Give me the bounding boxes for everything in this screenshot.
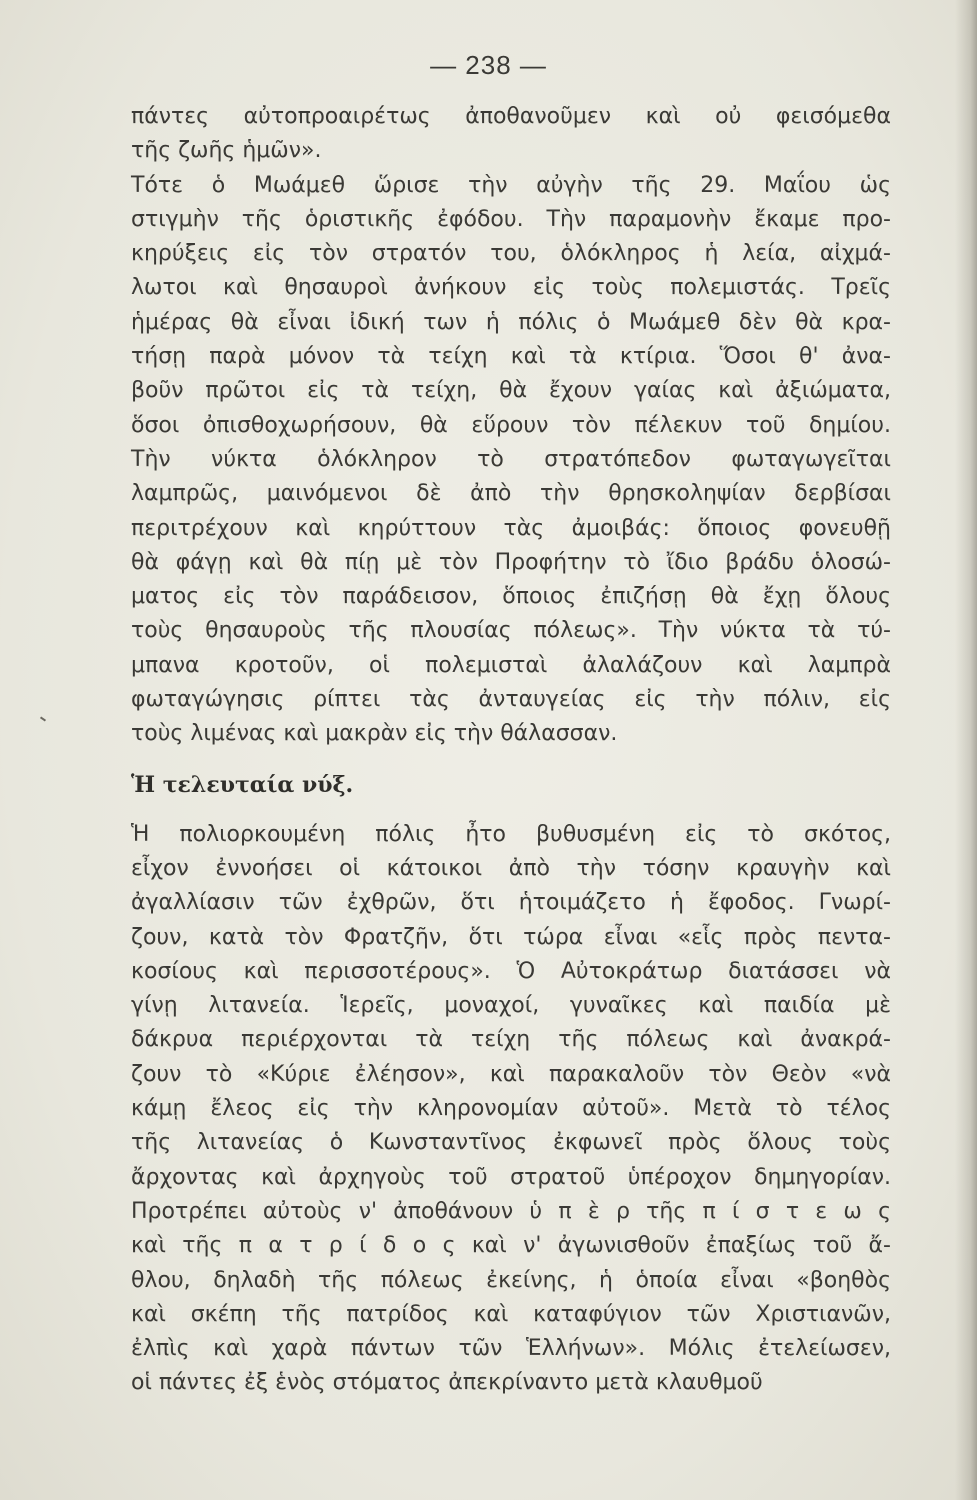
text-line: λαμπρῶς, μαινόμενοι δὲ ἀπὸ τὴν θρησκοληψίαν δερβίσαι <box>131 481 891 507</box>
text-line: κοσίους καὶ περισσοτέρους». Ὁ Αὐτοκράτωρ διατάσσει νὰ <box>131 958 891 984</box>
text-line: καὶ τῆς π α τ ρ ί δ ο ς καὶ ν' ἀγωνισθοῦν ἐπαξίως τοῦ ἄ- <box>131 1233 891 1259</box>
page-number: — 238 — <box>430 50 547 80</box>
body-text <box>131 100 891 1401</box>
text-line: κηρύξεις εἰς τὸν στρατόν του, ὁλόκληρος ἡ λεία, αἰχμά- <box>131 241 891 267</box>
text-line: φωταγώγησις ρίπτει τὰς ἀνταυγείας εἰς τὴν πόλιν, εἰς <box>131 687 891 713</box>
text-line: τήσῃ παρὰ μόνον τὰ τείχη καὶ τὰ κτίρια. Ὅσοι θ' ἀνα- <box>131 344 891 370</box>
text-line: ζουν τὸ «Κύριε ἐλέησον», καὶ παρακαλοῦν τὸν Θεὸν «νὰ <box>131 1061 891 1087</box>
text-line: τοὺς θησαυροὺς τῆς πλουσίας πόλεως». Τὴν νύκτα τὰ τύ- <box>131 618 891 644</box>
margin-mark <box>40 716 46 721</box>
text-line: λωτοι καὶ θησαυροὶ ἀνήκουν εἰς τοὺς πολεμιστάς. Τρεῖς <box>131 275 891 301</box>
text-line: θὰ φάγῃ καὶ θὰ πίῃ μὲ τὸν Προφήτην τὸ ἴδιο βράδυ ὁλοσώ- <box>131 549 891 575</box>
text-line: γίνῃ λιτανεία. Ἱερεῖς, μοναχοί, γυναῖκες καὶ παιδία μὲ <box>131 993 891 1019</box>
section-two <box>131 818 891 1401</box>
section-heading: Ἡ τελευταία νύξ. <box>131 771 354 798</box>
text-line: ζουν, κατὰ τὸν Φρατζῆν, ὅτι τώρα εἶναι «εἷς πρὸς πεντα- <box>131 924 891 950</box>
text-line: μπανα κροτοῦν, οἱ πολεμισταὶ ἀλαλάζουν καὶ λαμπρὰ <box>131 652 891 678</box>
text-line: καὶ σκέπη τῆς πατρίδος καὶ καταφύγιον τῶν Χριστιανῶν, <box>131 1301 891 1327</box>
text-line: βοῦν πρῶτοι εἰς τὰ τείχη, θὰ ἔχουν γαίας καὶ ἀξιώματα, <box>131 378 891 404</box>
text-line: θλου, δηλαδὴ τῆς πόλεως ἐκείνης, ἡ ὁποία εἶναι «βοηθὸς <box>131 1267 891 1293</box>
text-line: περιτρέχουν καὶ κηρύττουν τὰς ἀμοιβάς: ὅποιος φονευθῇ <box>131 515 891 541</box>
text-line: ἡμέρας θὰ εἶναι ἰδική των ἡ πόλις ὁ Μωάμεθ δὲν θὰ κρα- <box>131 309 891 335</box>
text-line: ματος εἰς τὸν παράδεισον, ὅποιος ἐπιζήσῃ θὰ ἔχῃ ὅλους <box>131 584 891 610</box>
text-line: κάμῃ ἔλεος εἰς τὴν κληρονομίαν αὐτοῦ». Μετὰ τὸ τέλος <box>131 1096 891 1122</box>
page-edge-shadow <box>955 0 977 1500</box>
text-line: ἄρχοντας καὶ ἀρχηγοὺς τοῦ στρατοῦ ὑπέροχον δημηγορίαν. <box>131 1164 891 1190</box>
text-line: τοὺς λιμένας καὶ μακρὰν εἰς τὴν θάλασσαν. <box>131 721 618 747</box>
text-line: ἐλπὶς καὶ χαρὰ πάντων τῶν Ἑλλήνων». Μόλις ἐτελείωσεν, <box>131 1336 891 1362</box>
text-line: στιγμὴν τῆς ὁριστικῆς ἐφόδου. Τὴν παραμονὴν ἔκαμε προ- <box>131 206 891 232</box>
text-line: ἀγαλλίασιν τῶν ἐχθρῶν, ὅτι ἡτοιμάζετο ἡ ἔφοδος. Γνωρί- <box>131 890 891 916</box>
text-line: οἱ πάντες ἐξ ἑνὸς στόματος ἀπεκρίναντο μετὰ κλαυθμοῦ <box>131 1370 763 1396</box>
text-line: δάκρυα περιέρχονται τὰ τείχη τῆς πόλεως καὶ ἀνακρά- <box>131 1027 891 1053</box>
text-line: Τότε ὁ Μωάμεθ ὥρισε τὴν αὐγὴν τῆς 29. Μαΐου ὡς <box>131 172 891 198</box>
text-line: Ἡ πολιορκουμένη πόλις ἦτο βυθυσμένη εἰς τὸ σκότος, <box>131 821 891 847</box>
text-line: πάντες αὐτοπροαιρέτως ἀποθανοῦμεν καὶ οὐ φεισόμεθα <box>131 104 891 129</box>
text-line: ὅσοι ὀπισθοχωρήσουν, θὰ εὕρουν τὸν πέλεκυν τοῦ δημίου. <box>131 412 891 438</box>
text-line: τῆς ζωῆς ἡμῶν». <box>131 138 322 164</box>
text-line: τῆς λιτανείας ὁ Κωνσταντῖνος ἐκφωνεῖ πρὸς ὅλους τοὺς <box>131 1130 891 1156</box>
section-one <box>131 100 891 752</box>
text-line: Τὴν νύκτα ὁλόκληρον τὸ στρατόπεδον φωταγωγεῖται <box>131 446 891 472</box>
text-line: Προτρέπει αὐτοὺς ν' ἀποθάνουν ὑ π ὲ ρ τῆς π ί σ τ ε ω ς <box>131 1198 891 1224</box>
text-line: εἶχον ἐννοήσει οἱ κάτοικοι ἀπὸ τὴν τόσην κραυγὴν καὶ <box>131 855 891 881</box>
